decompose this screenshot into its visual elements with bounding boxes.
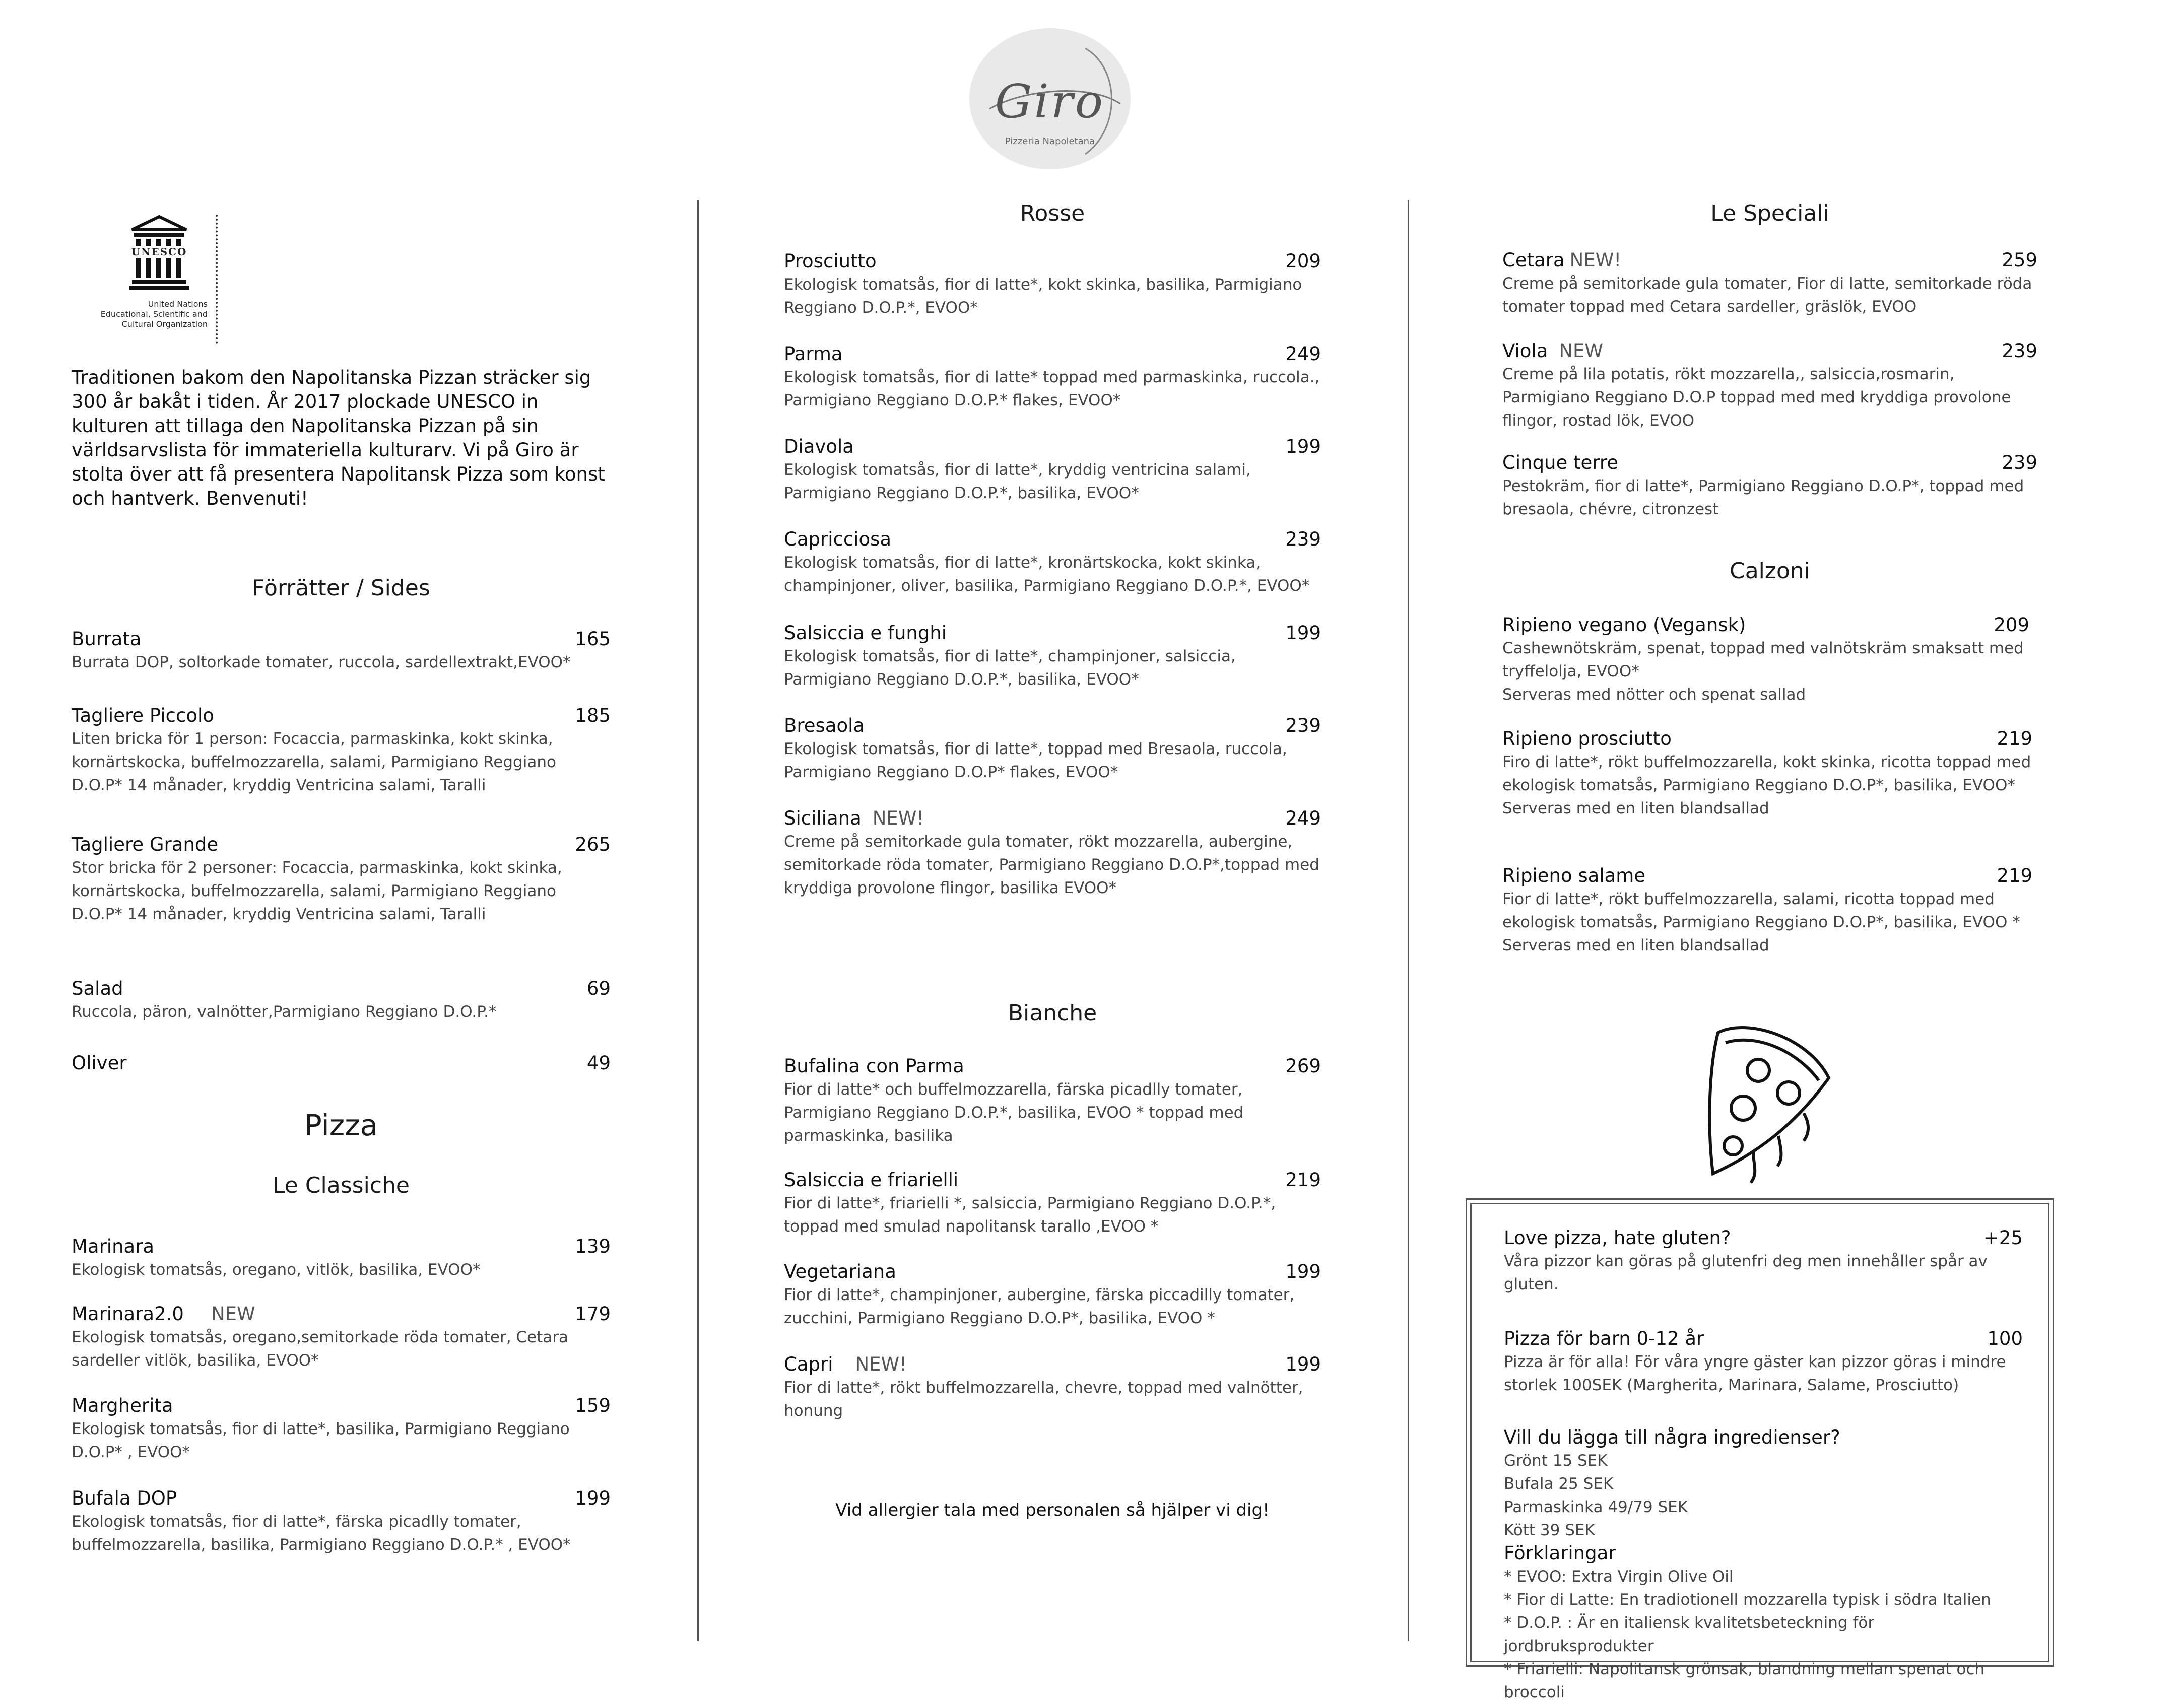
item-desc: Fior di latte* och buffelmozzarella, färska picadlly tomater, Parmigiano Reggiano D.O.P.*, basilika, EVOO * toppad med parmaskinka, basilika — [784, 1080, 1244, 1145]
item-price: 219 — [1997, 728, 2032, 749]
item-title: Cetara — [1502, 249, 1565, 271]
menu-item — [72, 833, 611, 926]
item-name: Diavola — [784, 436, 854, 457]
pizza-slice-icon — [1678, 1023, 1839, 1189]
unesco-line-3: Cultural Organization — [121, 319, 208, 329]
item-title: Viola — [1502, 340, 1548, 362]
item-desc: Fior di latte*, rökt buffelmozzarella, chevre, toppad med valnötter, honung — [784, 1379, 1303, 1420]
item-desc: Liten bricka för 1 person: Focaccia, parmaskinka, kokt skinka, kornärtskocka, buffelmozzarella, salami, Parmigiano Reggiano D.O.P* 14 månader, kryddig Ventricina salami, Taralli — [72, 730, 556, 794]
info-box — [1470, 1203, 2049, 1701]
item-name: Salad — [72, 978, 123, 999]
sides-title: Förrätter / Sides — [252, 575, 430, 601]
unesco-line-2: Educational, Scientific and — [100, 309, 208, 319]
unesco-dotted-divider — [216, 215, 218, 344]
unesco-line-1: United Nations — [148, 299, 208, 309]
kids-price: 100 — [1987, 1328, 2023, 1349]
item-name: Bufalina con Parma — [784, 1055, 964, 1077]
item-price: 219 — [1285, 1169, 1321, 1191]
kids-row — [1504, 1327, 2023, 1350]
item-desc: Ekologisk tomatsås, fior di latte*, kokt skinka, basilika, Parmigiano Reggiano D.O.P.*, EVOO* — [784, 276, 1302, 317]
menu-item — [72, 704, 611, 797]
item-desc: Ekologisk tomatsås, fior di latte*, kryddig ventricina salami, Parmigiano Reggiano D.O.P.*, basilika, EVOO* — [784, 461, 1251, 502]
new-badge: NEW! — [855, 1353, 907, 1375]
item-price: 209 — [1285, 250, 1321, 272]
item-price: 165 — [575, 628, 611, 650]
extras-line: Kött 39 SEK — [1504, 1521, 1595, 1539]
item-desc: Pestokräm, fior di latte*, Parmigiano Reggiano D.O.P*, toppad med bresaola, chévre, citronzest — [1502, 477, 2024, 518]
item-name: Burrata — [72, 628, 142, 650]
item-desc: Ekologisk tomatsås, oregano, vitlök, basilika, EVOO* — [72, 1261, 481, 1279]
legend-line: * EVOO: Extra Virgin Olive Oil — [1504, 1567, 1734, 1586]
menu-item — [72, 1394, 611, 1464]
item-desc: Ekologisk tomatsås, oregano,semitorkade röda tomater, Cetara sardeller vitlök, basilika, EVOO* — [72, 1328, 569, 1370]
item-name: Cinque terre — [1502, 452, 1619, 473]
item-price: 249 — [1285, 343, 1321, 365]
item-name — [72, 1303, 255, 1326]
gluten-text: Våra pizzor kan göras på glutenfri deg men innehåller spår av gluten. — [1504, 1252, 1988, 1293]
item-price: 239 — [1285, 715, 1321, 736]
item-price: 219 — [1997, 865, 2032, 887]
intro-text: Traditionen bakom den Napolitanska Pizzan sträcker sig 300 år bakåt i tiden. År 2017 plockade UNESCO in kulturen att tillaga den Napolitanska Pizzan på sin världsarvslista för immateriella kulturarv. Vi på Giro är stolta över att få presentera Napolitansk Pizza som konst och hantverk. Benvenuti! — [72, 367, 605, 509]
item-name: Salsiccia e funghi — [784, 622, 947, 644]
new-badge: NEW — [211, 1303, 255, 1325]
menu-item — [72, 628, 611, 674]
item-price: 199 — [1285, 622, 1321, 644]
logo-name: Giro — [995, 75, 1105, 128]
item-desc: Ekologisk tomatsås, fior di latte*, toppad med Bresaola, ruccola, Parmigiano Reggiano D.O.P* flakes, EVOO* — [784, 740, 1287, 781]
item-name: Tagliere Grande — [72, 834, 219, 855]
allergy-note: Vid allergier tala med personalen så hjälper vi dig! — [835, 1500, 1270, 1520]
item-price: 239 — [1285, 528, 1321, 550]
new-badge: NEW! — [1569, 249, 1622, 271]
item-desc: Ekologisk tomatsås, fior di latte*, färska picadlly tomater, buffelmozzarella, basilika, Parmigiano Reggiano D.O.P.* , EVOO* — [72, 1513, 571, 1554]
menu-item — [784, 1260, 1321, 1330]
item-price: 199 — [1285, 436, 1321, 457]
item-price: 179 — [575, 1303, 611, 1325]
item-name: Bufala DOP — [72, 1487, 177, 1509]
item-name — [784, 1353, 907, 1376]
item-name — [1502, 249, 1621, 272]
calzoni-title: Calzoni — [1729, 558, 1811, 584]
item-name: Vegetariana — [784, 1261, 896, 1282]
info-box-content — [1504, 1226, 2023, 1704]
item-desc: Fior di latte*, rökt buffelmozzarella, salami, ricotta toppad med ekologisk tomatsås, Parmigiano Reggiano D.O.P*, basilika, EVOO * — [1502, 890, 2020, 931]
item-desc: Firo di latte*, rökt buffelmozzarella, kokt skinka, ricotta toppad med ekologisk tomatsås, Parmigiano Reggiano D.O.P*, basilika, EVOO* — [1502, 753, 2031, 794]
item-price: 269 — [1285, 1055, 1321, 1077]
item-desc: Fior di latte*, champinjoner, aubergine, färska piccadilly tomater, zucchini, Parmigiano Reggiano D.O.P*, basilika, EVOO * — [784, 1286, 1295, 1327]
new-badge: NEW — [1559, 340, 1604, 362]
menu-item — [784, 714, 1321, 784]
menu-item — [72, 1052, 611, 1075]
item-price: 239 — [2002, 452, 2037, 473]
menu-item — [1502, 727, 2037, 820]
menu-item — [784, 1169, 1321, 1238]
menu-item — [72, 1487, 611, 1556]
item-desc: Ruccola, päron, valnötter,Parmigiano Reggiano D.O.P.* — [72, 1003, 497, 1021]
item-desc: Cashewnötskräm, spenat, toppad med valnötskräm smaksatt med tryffelolja, EVOO* — [1502, 639, 2024, 680]
giro-logo — [969, 28, 1131, 169]
extras-line: Bufala 25 SEK — [1504, 1475, 1614, 1493]
item-name: Prosciutto — [784, 250, 877, 272]
item-price: 259 — [2002, 249, 2037, 271]
item-desc: Ekologisk tomatsås, fior di latte*, kronärtskocka, kokt skinka, champinjoner, oliver, basilika, Parmigiano Reggiano D.O.P.*, EVOO* — [784, 554, 1310, 595]
menu-item — [784, 250, 1321, 319]
item-note: Serveras med en liten blandsallad — [1502, 799, 1769, 817]
item-price: 199 — [575, 1487, 611, 1509]
logo-tagline: Pizzeria Napoletana — [1005, 136, 1095, 147]
item-desc: Ekologisk tomatsås, fior di latte*, champinjoner, salsiccia, Parmigiano Reggiano D.O.P.*, basilika, EVOO* — [784, 647, 1236, 689]
rosse-title: Rosse — [1020, 200, 1085, 226]
gluten-title: Love pizza, hate gluten? — [1504, 1227, 1731, 1249]
item-price: 199 — [1285, 1261, 1321, 1282]
item-desc: Ekologisk tomatsås, fior di latte* toppad med parmaskinka, ruccola., Parmigiano Reggiano D.O.P.* flakes, EVOO* — [784, 368, 1320, 410]
item-price: 159 — [575, 1395, 611, 1416]
item-desc: Ekologisk tomatsås, fior di latte*, basilika, Parmigiano Reggiano D.O.P* , EVOO* — [72, 1420, 570, 1461]
menu-item — [784, 343, 1321, 412]
menu-item — [1502, 451, 2037, 521]
menu-item — [784, 435, 1321, 505]
gluten-price: +25 — [1983, 1227, 2023, 1249]
item-price: 49 — [586, 1052, 611, 1074]
item-price: 199 — [1285, 1353, 1321, 1375]
column-divider-right — [1408, 200, 1409, 1641]
pizza-title: Pizza — [304, 1108, 378, 1142]
gluten-row — [1504, 1226, 2023, 1250]
menu-item — [784, 1353, 1321, 1422]
item-desc: Creme på semitorkade gula tomater, rökt mozzarella, aubergine, semitorkade röda tomater, Parmigiano Reggiano D.O.P*,toppad med kryddiga provolone flingor, basilika EVOO* — [784, 833, 1319, 897]
legend-line: * Fior di Latte: En tradiotionell mozzarella typisk i södra Italien — [1504, 1591, 1991, 1609]
item-name: Ripieno prosciutto — [1502, 728, 1672, 749]
item-name: Bresaola — [784, 715, 865, 736]
item-name — [1502, 339, 1603, 363]
kids-text: Pizza är för alla! För våra yngre gäster kan pizzor göras i mindre storlek 100SEK (Margherita, Marinara, Salame, Prosciutto) — [1504, 1353, 2006, 1394]
item-name: Oliver — [72, 1052, 127, 1074]
item-note: Serveras med en liten blandsallad — [1502, 936, 1769, 955]
legend-line: * Friarielli: Napolitansk grönsak, blandning mellan spenat och broccoli — [1504, 1660, 1985, 1701]
menu-item — [72, 977, 611, 1024]
menu-item — [1502, 864, 2037, 957]
item-desc: Fior di latte*, friarielli *, salsiccia, Parmigiano Reggiano D.O.P.*, toppad med smulad napolitansk tarallo ,EVOO * — [784, 1194, 1276, 1236]
menu-item — [1502, 249, 2037, 318]
item-title: Capri — [784, 1353, 833, 1375]
speciali-title: Le Speciali — [1710, 200, 1829, 226]
item-desc: Creme på lila potatis, rökt mozzarella,, salsiccia,rosmarin, Parmigiano Reggiano D.O.P toppad med med kryddiga provolone flingor, rostad lök, EVOO — [1502, 365, 2011, 430]
bianche-title: Bianche — [1008, 1000, 1097, 1026]
item-name: Marinara — [72, 1236, 155, 1257]
item-note: Serveras med nötter och spenat sallad — [1502, 686, 1806, 704]
item-name: Ripieno vegano (Vegansk) — [1502, 614, 1746, 636]
menu-item — [72, 1303, 611, 1372]
item-price: 239 — [2002, 340, 2037, 362]
menu-item — [1502, 614, 2037, 706]
item-desc: Stor bricka för 2 personer: Focaccia, parmaskinka, kokt skinka, kornärtskocka, buffelmozzarella, salami, Parmigiano Reggiano D.O.P* 14 månader, kryddig Ventricina salami, Taralli — [72, 859, 562, 923]
item-name: Parma — [784, 343, 843, 365]
item-name: Margherita — [72, 1395, 173, 1416]
extras-line: Parmaskinka 49/79 SEK — [1504, 1498, 1688, 1516]
legend-line: * D.O.P. : Är en italiensk kvalitetsbeteckning för jordbruksprodukter — [1504, 1614, 1875, 1655]
menu-item — [784, 528, 1321, 597]
item-name — [784, 807, 924, 830]
legend-title: Förklaringar — [1504, 1542, 1616, 1564]
item-title: Marinara2.0 — [72, 1303, 184, 1325]
new-badge: NEW! — [872, 807, 924, 829]
menu-item — [784, 807, 1321, 900]
item-desc: Creme på semitorkade gula tomater, Fior di latte, semitorkade röda tomater toppad med Cetara sardeller, gräslök, EVOO — [1502, 275, 2032, 316]
item-title: Siciliana — [784, 807, 862, 829]
extras-line: Grönt 15 SEK — [1504, 1452, 1608, 1470]
classiche-title: Le Classiche — [273, 1173, 410, 1198]
item-price: 69 — [586, 978, 611, 999]
menu-item — [784, 1055, 1321, 1147]
item-price: 209 — [1994, 614, 2029, 636]
item-price: 249 — [1285, 807, 1321, 829]
menu-item — [72, 1235, 611, 1281]
extras-title: Vill du lägga till några ingredienser? — [1504, 1426, 1840, 1448]
unesco-logo — [77, 215, 228, 346]
item-price: 185 — [575, 705, 611, 726]
item-desc: Burrata DOP, soltorkade tomater, ruccola, sardellextrakt,EVOO* — [72, 653, 571, 671]
kids-title: Pizza för barn 0-12 år — [1504, 1328, 1704, 1349]
item-price: 139 — [575, 1236, 611, 1257]
column-divider-left — [697, 200, 699, 1641]
item-name: Ripieno salame — [1502, 865, 1646, 887]
item-name: Salsiccia e friarielli — [784, 1169, 959, 1191]
unesco-org-name — [77, 299, 208, 329]
unesco-wordmark: UNESCO — [129, 246, 189, 258]
item-name: Tagliere Piccolo — [72, 705, 214, 726]
menu-item — [784, 622, 1321, 691]
item-name: Capricciosa — [784, 528, 892, 550]
menu-item — [1502, 339, 2037, 432]
item-price: 265 — [575, 834, 611, 855]
